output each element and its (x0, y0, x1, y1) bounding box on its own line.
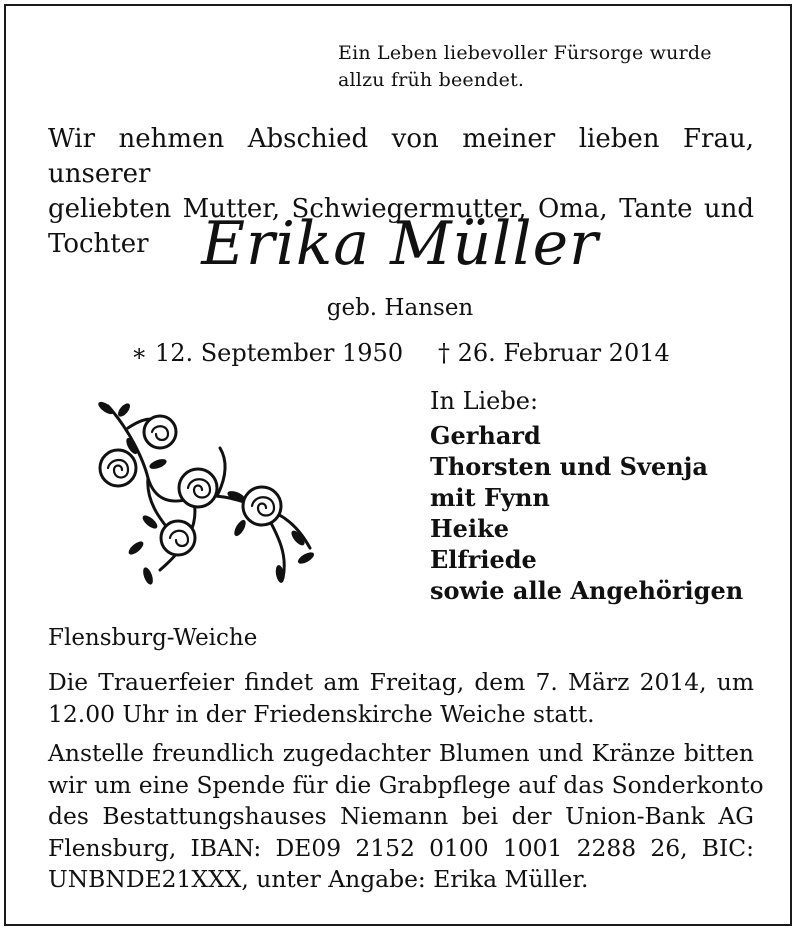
mourner-name: Elfriede (430, 545, 537, 574)
donation-info (48, 738, 764, 896)
mourner-name: Heike (430, 514, 509, 543)
donation-line-2: wir um eine Spende für die Grabpflege auf das Sonderkonto (48, 770, 764, 799)
donation-line-1: Anstelle freundlich zugedachter Blumen und Kränze bitten (48, 739, 754, 767)
motto-line-2: allzu früh beendet. (338, 69, 525, 91)
death-date: † 26. Februar 2014 (438, 339, 670, 367)
intro-line-2: geliebten Mutter, Schwiegermutter, Oma, Tante und Tochter (48, 194, 754, 259)
motto-line-1: Ein Leben liebevoller Fürsorge wurde (338, 42, 712, 64)
deceased-name: Erika Müller (201, 209, 599, 279)
mourner-name: mit Fynn (430, 483, 550, 512)
donation-line-4: Flensburg, IBAN: DE09 2152 0100 1001 2288 26, BIC: (48, 833, 754, 862)
roses-icon (88, 388, 320, 588)
birth-date: ∗ 12. September 1950 (131, 339, 404, 367)
mourner-name: Thorsten und Svenja (430, 452, 708, 481)
mourners-lead: In Liebe: (430, 387, 539, 415)
funeral-line-2: 12.00 Uhr in der Friedenskirche Weiche statt. (48, 699, 595, 728)
motto (338, 40, 758, 94)
funeral-info (48, 667, 754, 730)
funeral-line-1: Die Trauerfeier findet am Freitag, dem 7. März 2014, um (48, 668, 754, 696)
place: Flensburg-Weiche (48, 625, 258, 651)
mourner-name: Gerhard (430, 421, 541, 450)
intro-line-1: Wir nehmen Abschied von meiner lieben Frau, unserer (48, 124, 754, 189)
mourners-list (430, 386, 770, 606)
birth-name: geb. Hansen (326, 295, 474, 321)
mourner-name: sowie alle Angehörigen (430, 576, 744, 605)
donation-line-5: UNBNDE21XXX, unter Angabe: Erika Müller. (48, 865, 589, 894)
donation-line-3: des Bestattungshauses Niemann bei der Union-Bank AG (48, 802, 754, 831)
